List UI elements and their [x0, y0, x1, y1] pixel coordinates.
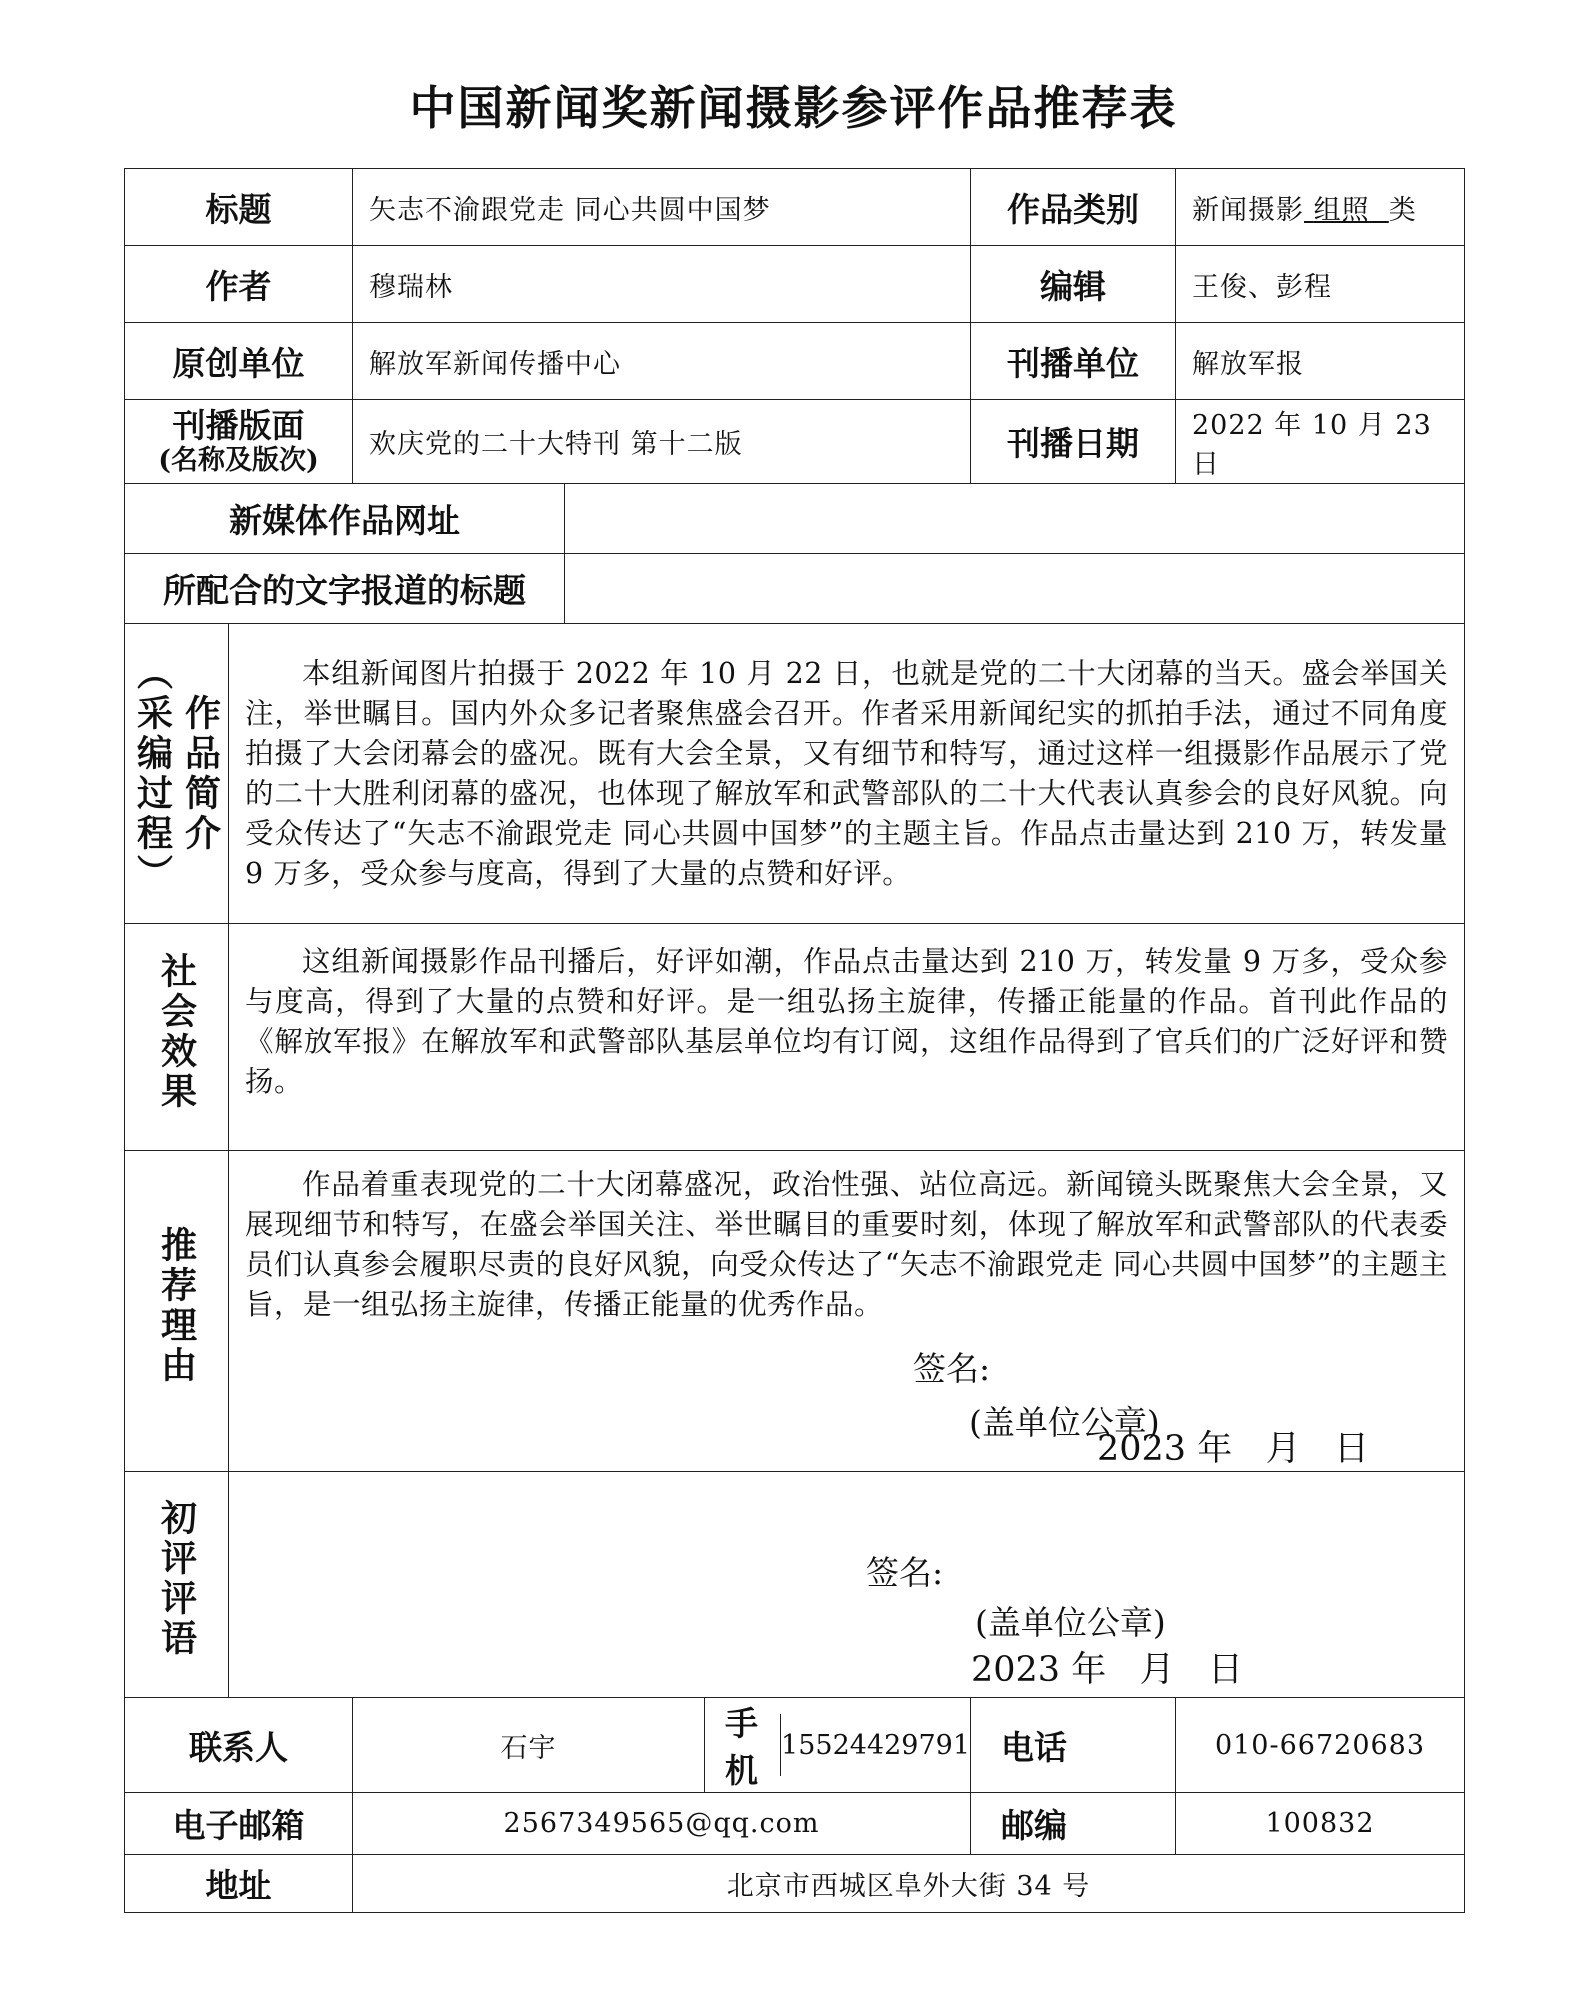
mobile-label: 手机	[725, 1704, 758, 1790]
row-intro	[125, 624, 1465, 924]
row-page	[125, 400, 1465, 484]
effect-text[interactable]: 这组新闻摄影作品刊播后，好评如潮，作品点击量达到 210 万，转发量 9 万多，受众参与度高，得到了大量的点赞和好评。是一组弘扬主旋律，传播正能量的作品。首刊此作品的《解放军报》在解放军和武警部队基层单位均有订阅，这组作品得到了官兵们的广泛好评和赞扬。	[229, 924, 1465, 1151]
original-unit-value[interactable]: 解放军新闻传播中心	[353, 323, 971, 400]
person-value[interactable]: 石宇	[353, 1698, 705, 1793]
url-value[interactable]	[565, 484, 1465, 554]
row-title	[125, 169, 1465, 246]
review-cell[interactable]	[229, 1472, 1465, 1698]
original-unit-label: 原创单位	[125, 323, 353, 400]
editor-label: 编辑	[971, 246, 1176, 323]
reason-date: 2023 年 月 日	[1097, 1429, 1369, 1469]
row-related	[125, 554, 1465, 624]
address-value[interactable]: 北京市西城区阜外大街 34 号	[353, 1855, 1465, 1913]
email-value[interactable]: 2567349565@qq.com	[353, 1793, 971, 1855]
zip-label: 邮编	[971, 1793, 1176, 1855]
row-effect	[125, 924, 1465, 1151]
author-label: 作者	[125, 246, 353, 323]
reason-sign-label: 签名:	[913, 1349, 991, 1388]
category-suffix: 类	[1388, 194, 1417, 226]
review-sign-label: 签名:	[866, 1553, 944, 1592]
mobile-value[interactable]: 15524429791	[780, 1714, 970, 1776]
page-title: 中国新闻奖新闻摄影参评作品推荐表	[409, 81, 1178, 135]
reason-label: 推荐理由	[125, 1151, 229, 1472]
title-label: 标题	[125, 169, 353, 246]
zip-value[interactable]: 100832	[1176, 1793, 1465, 1855]
review-date: 2023 年 月 日	[971, 1650, 1243, 1690]
email-label: 电子邮箱	[125, 1793, 353, 1855]
review-signature	[229, 1472, 1464, 1697]
row-reason	[125, 1151, 1465, 1472]
related-value[interactable]	[565, 554, 1465, 624]
row-url	[125, 484, 1465, 554]
review-label: 初评评语	[125, 1472, 229, 1698]
publish-unit-value[interactable]: 解放军报	[1176, 323, 1465, 400]
author-value[interactable]: 穆瑞林	[353, 246, 971, 323]
title-value[interactable]: 矢志不渝跟党走 同心共圆中国梦	[353, 169, 971, 246]
row-review	[125, 1472, 1465, 1698]
row-email	[125, 1793, 1465, 1855]
date-value[interactable]: 2022 年 10 月 23 日	[1176, 400, 1465, 484]
person-label: 联系人	[125, 1698, 353, 1793]
url-label: 新媒体作品网址	[125, 484, 565, 554]
reason-cell[interactable]	[229, 1151, 1465, 1472]
date-label: 刊播日期	[971, 400, 1176, 484]
publish-unit-label: 刊播单位	[971, 323, 1176, 400]
category-prefix: 新闻摄影	[1192, 194, 1304, 226]
editor-value[interactable]: 王俊、彭程	[1176, 246, 1465, 323]
row-address	[125, 1855, 1465, 1913]
row-unit	[125, 323, 1465, 400]
page-value[interactable]: 欢庆党的二十大特刊 第十二版	[353, 400, 971, 484]
category-value[interactable]	[1176, 169, 1465, 246]
related-label: 所配合的文字报道的标题	[125, 554, 565, 624]
reason-signature	[229, 1151, 1464, 1471]
effect-label: 社会效果	[125, 924, 229, 1151]
row-contact	[125, 1698, 1465, 1793]
intro-text[interactable]: 本组新闻图片拍摄于 2022 年 10 月 22 日，也就是党的二十大闭幕的当天。盛会举国关注，举世瞩目。国内外众多记者聚焦盛会召开。作者采用新闻纪实的抓拍手法，通过不同角度拍摄了大会闭幕会的盛况。既有大会全景，又有细节和特写，通过这样一组摄影作品展示了党的二十大胜利闭幕的盛况，也体现了解放军和武警部队的二十大代表认真参会的良好风貌。向受众传达了“矢志不渝跟党走 同心共圆中国梦”的主题主旨。作品点击量达到 210 万，转发量 9 万多，受众参与度高，得到了大量的点赞和好评。	[229, 624, 1465, 924]
row-author	[125, 246, 1465, 323]
review-seal-label: (盖单位公章)	[975, 1603, 1166, 1642]
category-label: 作品类别	[971, 169, 1176, 246]
category-type: 组照	[1313, 194, 1370, 226]
page-label: 刊播版面 (名称及版次)	[125, 400, 353, 484]
intro-label: ︵采编过程︶ 作品简介	[125, 624, 229, 924]
phone-value[interactable]: 010-66720683	[1176, 1698, 1465, 1793]
phone-label: 电话	[1001, 1727, 1067, 1767]
recommendation-form	[124, 168, 1465, 1913]
reason-seal-label: (盖单位公章)	[969, 1403, 1160, 1442]
address-label: 地址	[125, 1855, 353, 1913]
reason-text: 作品着重表现党的二十大闭幕盛况，政治性强、站位高远。新闻镜头既聚焦大会全景，又展现细节和特写，在盛会举国关注、举世瞩目的重要时刻，体现了解放军和武警部队的代表委员们认真参会履职尽责的良好风貌，向受众传达了“矢志不渝跟党走 同心共圆中国梦”的主题主旨，是一组弘扬主旋律，传播正能量的优秀作品。	[245, 1168, 1448, 1321]
